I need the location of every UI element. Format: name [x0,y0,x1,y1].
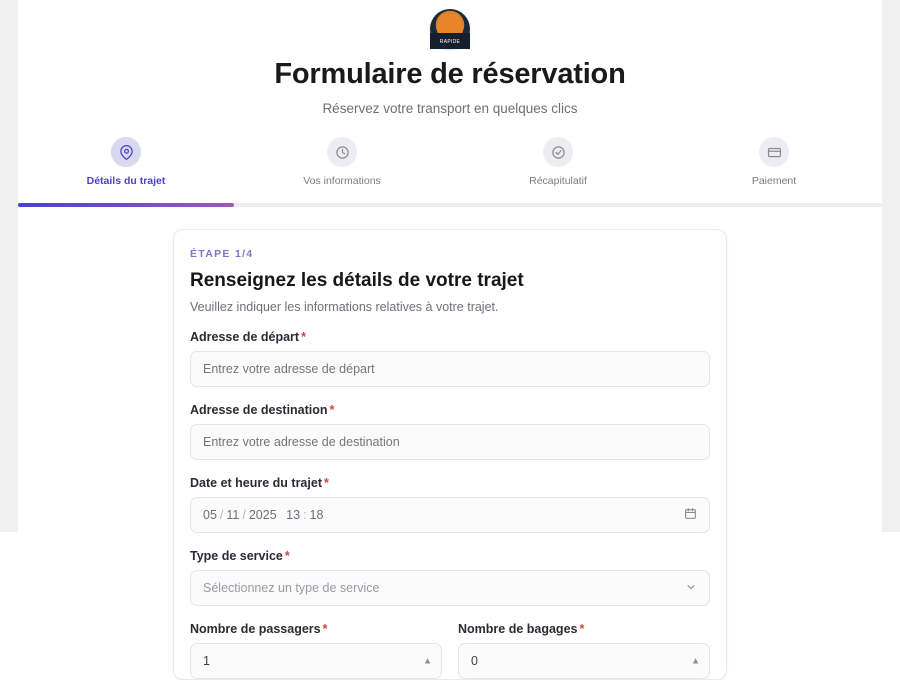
field-datetime [190,476,710,533]
luggage-stepper-wrap [458,643,710,679]
luggage-input[interactable] [458,643,710,679]
datetime-gap [280,508,283,522]
datetime-time-sep: : [303,508,307,522]
stepper-label-details: Détails du trajet [86,175,166,187]
form-title: Renseignez les détails de votre trajet [190,270,524,291]
progress-stepper [18,137,882,187]
luggage-value: 0 [471,654,478,668]
datetime-hour[interactable]: 13 [286,508,301,522]
passengers-required-marker: * [322,622,328,636]
passengers-label [190,622,442,636]
clock-icon [327,137,357,167]
caret-up-icon[interactable]: ▲ [423,655,432,666]
page-content [18,0,882,680]
stepper-label-recapitulatif: Récapitulatif [529,175,587,187]
datetime-input[interactable] [190,497,710,533]
datetime-required-marker: * [323,476,329,490]
field-destination [190,403,710,460]
stepper-step-recapitulatif[interactable] [450,137,666,187]
page-title: Formulaire de réservation [274,58,626,90]
step-indicator: ÉTAPE 1/4 [190,248,254,260]
credit-card-icon [759,137,789,167]
destination-input[interactable] [190,424,710,460]
stepper-label-paiement: Paiement [751,175,797,187]
luggage-label-text: Nombre de bagages [458,622,578,636]
luggage-spinner[interactable] [691,655,700,666]
passengers-input[interactable] [190,643,442,679]
service-type-label-text: Type de service [190,549,283,563]
service-type-label [190,549,710,563]
field-departure [190,330,710,387]
form-subtitle: Veuillez indiquer les informations relatives à votre trajet. [190,300,499,314]
stepper-step-paiement[interactable] [666,137,882,187]
stepper-step-informations[interactable] [234,137,450,187]
passengers-stepper-wrap [190,643,442,679]
passengers-spinner[interactable] [423,655,432,666]
field-luggage [458,622,710,679]
check-circle-icon [543,137,573,167]
stepper-label-informations: Vos informations [303,175,381,187]
departure-input[interactable] [190,351,710,387]
luggage-required-marker: * [579,622,585,636]
brand-logo-wrap [18,0,882,49]
map-pin-icon [111,137,141,167]
progress-bar-track [18,203,882,207]
counts-row [190,622,710,679]
destination-required-marker: * [329,403,335,417]
datetime-minute[interactable]: 18 [309,508,324,522]
departure-label-text: Adresse de départ [190,330,300,344]
calendar-icon[interactable] [684,507,697,523]
departure-required-marker: * [301,330,306,344]
datetime-date-sep-1: / [219,508,224,522]
brand-logo [430,9,470,49]
page-gutter-left [0,0,18,532]
destination-label [190,403,710,417]
departure-label [190,330,710,344]
passengers-value: 1 [203,654,210,668]
datetime-month[interactable]: 11 [226,508,240,522]
service-type-select[interactable] [190,570,710,606]
chevron-down-icon [685,581,697,596]
progress-bar-fill [18,203,234,207]
passengers-label-text: Nombre de passagers [190,622,321,636]
datetime-day[interactable]: 05 [203,508,217,522]
destination-label-text: Adresse de destination [190,403,328,417]
stepper-step-details[interactable] [18,137,234,187]
form-card [173,229,727,680]
page-subtitle: Réservez votre transport en quelques clics [322,101,578,116]
logo-text: RAPIDE [439,39,461,45]
field-passengers [190,622,442,679]
page-gutter-right [882,0,900,532]
datetime-year[interactable]: 2025 [248,508,277,522]
datetime-label [190,476,710,490]
datetime-label-text: Date et heure du trajet [190,476,322,490]
caret-up-icon[interactable]: ▲ [691,655,700,666]
service-type-selected-value: Sélectionnez un type de service [203,581,380,595]
service-type-required-marker: * [284,549,290,563]
luggage-label [458,622,710,636]
field-service-type [190,549,710,606]
datetime-date-sep-2: / [242,508,246,522]
datetime-segments [203,508,323,522]
